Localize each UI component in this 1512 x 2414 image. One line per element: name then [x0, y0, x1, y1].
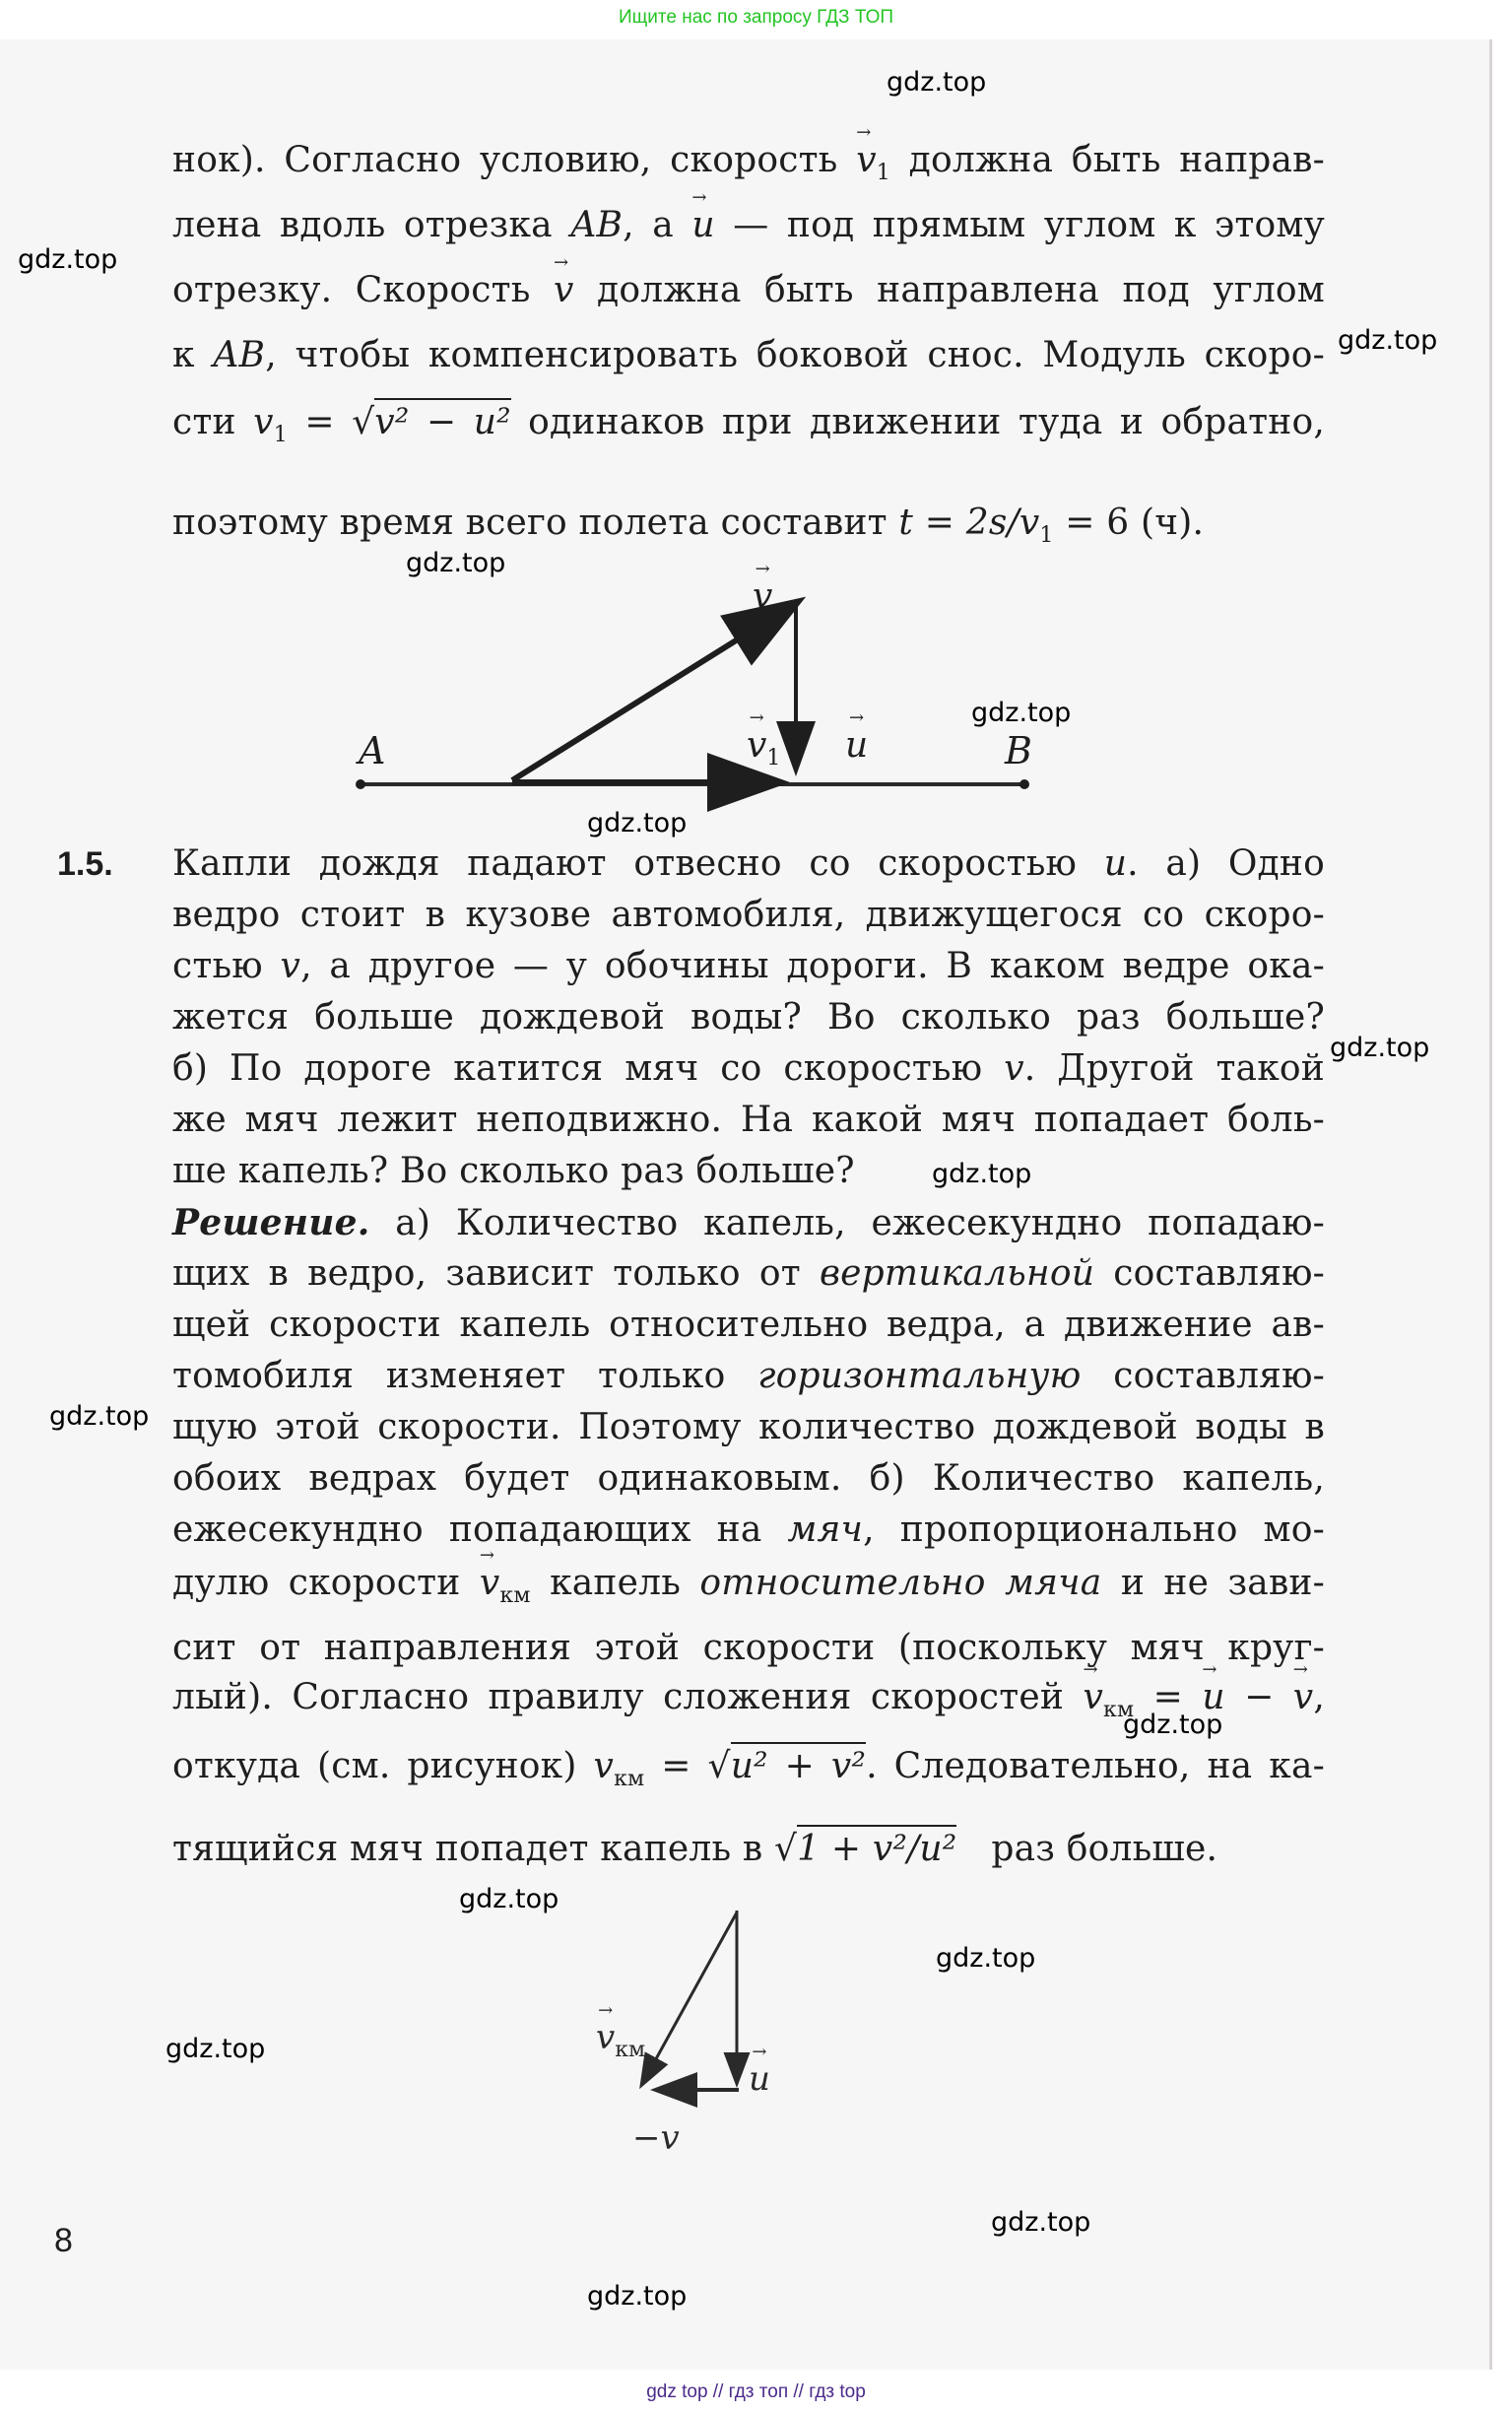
watermark: gdz.top [49, 1401, 150, 1432]
watermark: gdz.top [587, 808, 688, 838]
text-line: сти $v_1 = √v^2 - u^2$ одинаков при движении туда и обратно, [172, 402, 1325, 447]
watermark: gdz.top [1123, 1710, 1223, 1740]
solution-label: Решение. [172, 1202, 370, 1243]
label-minus-v: −v [632, 2118, 680, 2158]
label-B: B [1005, 729, 1032, 772]
label-u-2: → u [749, 2059, 770, 2099]
text-line: ежесекундно попадающих на мяч, пропорционально мо- [172, 1509, 1325, 1550]
watermark: gdz.top [587, 2281, 688, 2312]
vector-u: → u [691, 205, 714, 245]
text-line: ше капель? Во сколько раз больше? [172, 1151, 855, 1191]
velocity-diagram-2 [611, 1907, 808, 2123]
watermark: gdz.top [406, 548, 506, 578]
text-line: щей скорости капель относительно ведра, а движение ав- [172, 1305, 1325, 1345]
problem-number: 1.5. [57, 845, 113, 883]
text-line: к AB, чтобы компенсировать боковой снос. Модуль скоро- [172, 335, 1325, 375]
vector-v1: → v [856, 140, 877, 180]
text-line: ведро стоит в кузове автомобиля, движущегося со скоро- [172, 895, 1325, 935]
text-line: откуда (см. рисунок) $v_{км} = √u^2 + v^2$. Следовательно, на ка- [172, 1746, 1325, 1791]
text-line: тящийся мяч попадет капель в √1 + v²/u² раз больше. [172, 1829, 1325, 1869]
text-line: томобиля изменяет только горизонтальную составляю- [172, 1356, 1325, 1396]
text-line: сит от направления этой скорости (поскольку мяч круг- [172, 1628, 1325, 1668]
text-line: б) По дороге катится мяч со скоростью v. Другой такой [172, 1048, 1325, 1089]
velocity-diagram-1 [355, 571, 1064, 808]
page-number: 8 [54, 2222, 73, 2259]
text-line: жется больше дождевой воды? Во сколько раз больше? [172, 997, 1325, 1038]
watermark: gdz.top [991, 2207, 1091, 2238]
formula-sqrt: v² − u² [374, 398, 510, 442]
label-v: → v [753, 576, 772, 617]
label-v1: → $v_1$ [747, 725, 780, 771]
text-line: щую этой скорости. Поэтому количество дождевой воды в [172, 1407, 1325, 1447]
watermark: gdz.top [936, 1943, 1036, 1974]
text-line: нок). Согласно условию, скорость → $v_1$ должна быть направ- [172, 140, 1325, 185]
text-line: лена вдоль отрезка AB, а → u — под прямым углом к этому [172, 205, 1325, 245]
text-line: обоих ведрах будет одинаковым. б) Количество капель, [172, 1458, 1325, 1499]
label-vkm: → $v_{км}$ [596, 2018, 645, 2062]
watermark: gdz.top [887, 67, 987, 98]
text-line: Капли дождя падают отвесно со скоростью u. а) Одно [172, 843, 1325, 884]
text-line: дулю скорости → $v_{км}$ капель относительно мяча и не зави- [172, 1563, 1325, 1608]
watermark: gdz.top [165, 2034, 266, 2064]
watermark: gdz.top [18, 244, 118, 275]
label-u: → u [845, 725, 868, 766]
footer-links-banner[interactable]: gdz top // гдз топ // гдз top [0, 2373, 1512, 2414]
watermark: gdz.top [459, 1884, 559, 1914]
label-A: A [359, 729, 386, 772]
text-line: стью v, а другое — у обочины дороги. В каком ведре ока- [172, 946, 1325, 986]
vector-v: → v [554, 270, 574, 310]
watermark: gdz.top [932, 1159, 1032, 1189]
watermark: gdz.top [1338, 325, 1438, 356]
text-line: отрезку. Скорость → v должна быть направлена под углом [172, 270, 1325, 310]
text-line: щих в ведро, зависит только от вертикальной составляю- [172, 1253, 1325, 1294]
watermark: gdz.top [971, 698, 1072, 728]
watermark: gdz.top [1330, 1033, 1430, 1063]
text-line: поэтому время всего полета составит $t = 2s/v_1 = 6$ (ч). [172, 503, 1205, 549]
search-hint-banner[interactable]: Ищите нас по запросу ГДЗ ТОП [0, 0, 1512, 37]
text-line: лый). Согласно правилу сложения скоростей → $v_{км}$ = → u − → v, [172, 1677, 1325, 1722]
text-line: же мяч лежит неподвижно. На какой мяч попадает боль- [172, 1100, 1325, 1140]
text-line: Решение. а) Количество капель, ежесекундно попадаю- [172, 1202, 1325, 1243]
